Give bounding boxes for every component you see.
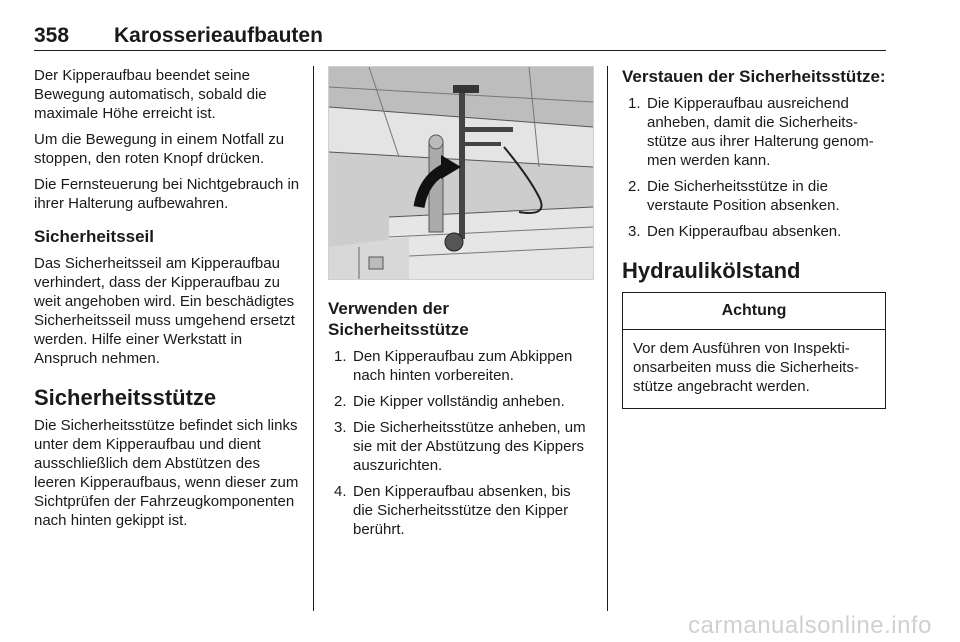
list-item: 3. Den Kipperaufbau absenken. [628,223,842,240]
step-number: 1. [334,348,347,365]
column-divider [313,66,314,611]
section-heading-sicherheitsstuetze: Sicherheitsstütze [34,385,217,410]
steps-list-verwenden [328,347,592,539]
safety-support-illustration [328,66,594,280]
chapter-title: Karosserieaufbauten [114,24,323,47]
page-header [34,16,886,51]
page-number: 358 [34,24,70,47]
paragraph: Die Sicherheitsstütze befindet sich links unter dem Kipperaufbau und dient ausschließlich dem Abstützen des leeren Kipperaufbaus, wenn dieser zum Sichtprüfen der Fahrzeugkomponenten nach hinten gekippt ist. [34,417,299,529]
section-heading-verstauen: Verstauen der Sicherheitsstütze: [622,67,886,86]
steps-list-verstauen [622,94,886,241]
paragraph: Der Kipperaufbau beendet seine Bewegung automatisch, sobald die maximale Höhe erreicht ist. [34,67,267,122]
column-middle [328,66,592,546]
step-number: 3. [334,419,347,436]
column-divider [607,66,608,611]
section-heading-hydraulik: Hydraulikölstand [622,258,801,283]
column-left [34,66,300,537]
paragraph: Die Fernsteuerung bei Nichtgebrauch in ihrer Halterung aufbewahren. [34,176,300,212]
step-number: 1. [628,95,641,112]
list-item: 1. Die Kipperaufbau ausreichend anheben, damit die Sicherheitsstütze aus ihrer Halterung genommen werden kann. [628,95,874,169]
step-number: 4. [334,483,347,500]
list-item: 2. Die Sicherheitsstütze in die verstaute Position absenken. [628,178,840,214]
section-heading-verwenden: Verwenden der Sicherheitsstütze [328,299,469,339]
step-number: 2. [334,393,347,410]
tipper-illustration-svg [329,67,593,279]
warning-title: Achtung [623,293,885,330]
section-heading-sicherheitsseil: Sicherheitsseil [34,227,155,246]
step-number: 2. [628,178,641,195]
list-item: 4. Den Kipperaufbau absenken, bis die Sicherheitsstütze den Kipper berührt. [334,483,571,538]
warning-box [622,292,886,409]
column-right [622,66,886,409]
step-number: 3. [628,223,641,240]
list-item: 2. Die Kipper vollständig anheben. [334,393,565,410]
paragraph: Um die Bewegung in einem Notfall zu stoppen, den roten Knopf drücken. [34,131,285,167]
list-item: 3. Die Sicherheitsstütze anheben, um sie mit der Abstützung des Kippers auszurichten. [334,419,586,474]
warning-text: Vor dem Ausführen von Inspektionsarbeiten muss die Sicherheitsstütze angebracht werden. [633,340,859,395]
paragraph: Das Sicherheitsseil am Kipperaufbau verhindert, dass der Kipperaufbau zu weit angehoben wird. Ein beschädigtes Sicherheitsseil muss umgehend ersetzt werden. Hilfe einer Werkstatt in Anspruch nehmen. [34,255,295,367]
list-item: 1. Den Kipperaufbau zum Abkippen nach hinten vorbereiten. [334,348,573,384]
watermark: carmanualsonline.info [688,612,932,639]
